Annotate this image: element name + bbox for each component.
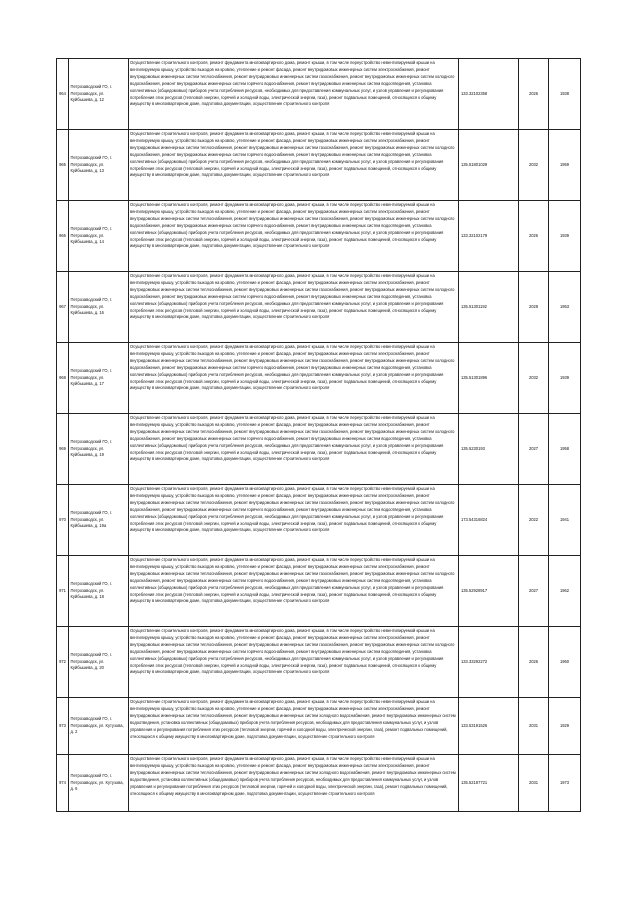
- table-row: [57, 627, 581, 698]
- row-number-cell: 970: [57, 485, 69, 556]
- planned-year-cell: 2031: [519, 755, 549, 812]
- address-cell: Петрозаводский ГО, г. Петрозаводск, ул. Куйбышева, д. 20: [69, 627, 129, 698]
- address-cell: Петрозаводский ГО, г. Петрозаводск, ул. Куйбышева, д. 12: [69, 59, 129, 130]
- address-cell: Петрозаводский ГО, г. Петрозаводск, ул. Куйбышева, д. 19: [69, 414, 129, 485]
- table-row: [57, 343, 581, 414]
- row-number-cell: 966: [57, 201, 69, 272]
- address-cell: Петрозаводский ГО, г. Петрозаводск, ул. Куйбышева, д. 19а: [69, 485, 129, 556]
- row-number-cell: 964: [57, 59, 69, 130]
- table-row: [57, 485, 581, 556]
- capital-repair-table: [56, 58, 581, 812]
- address-cell: Петрозаводский ГО, г. Петрозаводск, ул. Куйбышева, д. 17: [69, 343, 129, 414]
- work-description-cell: Осуществление строительного контроля, ремонт фундамента многоквартирного дома, ремонт крыши, в том числе переустройство невентилируемой крыши на вентилируемую крышу, устройство выходов на кровлю, утепление и ремонт фасада, ремонт внутридомовых инженерных систем электроснабжения, ремонт внутридомовых инженерных систем теплоснабжения, ремонт внутридомовых инженерных систем газоснабжения, ремонт внутридомовых инженерных систем холодного водоснабжения, ремонт внутридомовых инженерных систем горячего водоснабжения, ремонт внутридомовых инженерных систем водоотведения, установка коллективных (общедомовых) приборов учета потребления ресурсов, необходимых для предоставления коммунальных услуг, и узлов управления и регулирования потребления этих ресурсов (тепловой энергии, горячей и холодной воды, электрической энергии, газа), ремонт подвальных помещений, относящихся к общему имуществу в многоквартирном доме, подготовка документации, осуществление строительного контроля: [129, 485, 459, 556]
- row-number-cell: 971: [57, 556, 69, 627]
- planned-year-cell: 2027: [519, 556, 549, 627]
- work-description-cell: Осуществление строительного контроля, ремонт фундамента многоквартирного дома, ремонт крыши, в том числе переустройство невентилируемой крыши на вентилируемую крышу, устройство выходов на кровлю, утепление и ремонт фасада, ремонт внутридомовых инженерных систем электроснабжения, ремонт внутридомовых инженерных систем теплоснабжения, ремонт внутридомовых инженерных систем газоснабжения, ремонт внутридомовых инженерных систем холодного водоснабжения, ремонт внутридомовых инженерных систем горячего водоснабжения, ремонт внутридомовых инженерных систем водоотведения, установка коллективных (общедомовых) приборов учета потребления ресурсов, необходимых для предоставления коммунальных услуг, и узлов управления и регулирования потребления этих ресурсов (тепловой энергии, горячей и холодной воды, электрической энергии, газа), ремонт подвальных помещений, относящихся к общему имуществу в многоквартирном доме, подготовка документации, осуществление строительного контроля: [129, 130, 459, 201]
- area-cell: 135.52928917: [459, 556, 519, 627]
- table-row: [57, 755, 581, 812]
- row-number-cell: 973: [57, 698, 69, 755]
- work-description-cell: Осуществление строительного контроля, ремонт фундамента многоквартирного дома, ремонт крыши, в том числе переустройство невентилируемой крыши на вентилируемую крышу, устройство выходов на кровлю, утепление и ремонт фасада, ремонт внутридомовых инженерных систем электроснабжения, ремонт внутридомовых инженерных систем теплоснабжения, ремонт внутридомовых инженерных систем газоснабжения, ремонт внутридомовых инженерных систем холодного водоснабжения, ремонт внутридомовых инженерных систем горячего водоснабжения, ремонт внутридомовых инженерных систем водоотведения, установка коллективных (общедомовых) приборов учета потребления ресурсов, необходимых для предоставления коммунальных услуг, и узлов управления и регулирования потребления этих ресурсов (тепловой энергии, горячей и холодной воды, электрической энергии, газа), ремонт подвальных помещений, относящихся к общему имуществу в многоквартирном доме, подготовка документации, осуществление строительного контроля: [129, 59, 459, 130]
- area-cell: 135.5230193: [459, 414, 519, 485]
- area-cell: 173.54316824: [459, 485, 519, 556]
- planned-year-cell: 2028: [519, 272, 549, 343]
- row-number-cell: 969: [57, 414, 69, 485]
- built-year-cell: 1962: [549, 556, 581, 627]
- table-row: [57, 272, 581, 343]
- row-number-cell: 972: [57, 627, 69, 698]
- address-cell: Петрозаводский ГО, г. Петрозаводск, ул. Кутузова, д. 6: [69, 755, 129, 812]
- table-row: [57, 414, 581, 485]
- address-cell: Петрозаводский ГО, г. Петрозаводск, ул. Куйбышева, д. 16: [69, 272, 129, 343]
- planned-year-cell: 2032: [519, 343, 549, 414]
- planned-year-cell: 2026: [519, 627, 549, 698]
- built-year-cell: 1973: [549, 755, 581, 812]
- work-description-cell: Осуществление строительного контроля, ремонт фундамента многоквартирного дома, ремонт крыши, в том числе переустройство невентилируемой крыши на вентилируемую крышу, устройство выходов на кровлю, утепление и ремонт фасада, ремонт внутридомовых инженерных систем электроснабжения, ремонт внутридомовых инженерных систем теплоснабжения, ремонт внутридомовых инженерных систем газоснабжения, ремонт внутридомовых инженерных систем холодного водоснабжения, ремонт внутридомовых инженерных систем горячего водоснабжения, ремонт внутридомовых инженерных систем водоотведения, установка коллективных (общедомовых) приборов учета потребления ресурсов, необходимых для предоставления коммунальных услуг, и узлов управления и регулирования потребления этих ресурсов (тепловой энергии, горячей и холодной воды, электрической энергии, газа), ремонт подвальных помещений, относящихся к общему имуществу в многоквартирном доме, подготовка документации, осуществление строительного контроля: [129, 414, 459, 485]
- table-row: [57, 130, 581, 201]
- address-cell: Петрозаводский ГО, г. Петрозаводск, ул. Кутузова, д. 2: [69, 698, 129, 755]
- area-cell: 133.33292272: [459, 627, 519, 698]
- work-description-cell: Осуществление строительного контроля, ремонт фундамента многоквартирного дома, ремонт крыши, в том числе переустройство невентилируемой крыши на вентилируемую крышу, устройство выходов на кровлю, утепление и ремонт фасада, ремонт внутридомовых инженерных систем электроснабжения, ремонт внутридомовых инженерных систем теплоснабжения, ремонт внутридомовых инженерных систем газоснабжения, ремонт внутридомовых инженерных систем холодного водоснабжения, ремонт внутридомовых инженерных систем горячего водоснабжения, ремонт внутридомовых инженерных систем водоотведения, установка коллективных (общедомовых) приборов учета потребления ресурсов, необходимых для предоставления коммунальных услуг, и узлов управления и регулирования потребления этих ресурсов (тепловой энергии, горячей и холодной воды, электрической энергии, газа), ремонт подвальных помещений, относящихся к общему имуществу в многоквартирном доме, подготовка документации, осуществление строительного контроля: [129, 272, 459, 343]
- table-row: [57, 556, 581, 627]
- built-year-cell: 1939: [549, 343, 581, 414]
- area-cell: 135.51801029: [459, 130, 519, 201]
- planned-year-cell: 2031: [519, 698, 549, 755]
- table-row: [57, 201, 581, 272]
- area-cell: 133.32102358: [459, 59, 519, 130]
- table-row: [57, 698, 581, 755]
- table-row: [57, 59, 581, 130]
- built-year-cell: 1929: [549, 698, 581, 755]
- area-cell: 135.52187721: [459, 755, 519, 812]
- area-cell: 133.53191526: [459, 698, 519, 755]
- document-page: [56, 58, 580, 812]
- planned-year-cell: 2026: [519, 201, 549, 272]
- planned-year-cell: 2027: [519, 414, 549, 485]
- work-description-cell: Осуществление строительного контроля, ремонт фундамента многоквартирного дома, ремонт крыши, в том числе переустройство невентилируемой крыши на вентилируемую крышу, устройство выходов на кровлю, утепление и ремонт фасада, ремонт внутридомовых инженерных систем электроснабжения, ремонт внутридомовых инженерных систем теплоснабжения, ремонт внутридомовых инженерных систем газоснабжения, ремонт внутридомовых инженерных систем холодного водоснабжения, ремонт внутридомовых инженерных систем горячего водоснабжения, ремонт внутридомовых инженерных систем водоотведения, установка коллективных (общедомовых) приборов учета потребления ресурсов, необходимых для предоставления коммунальных услуг, и узлов управления и регулирования потребления этих ресурсов (тепловой энергии, горячей и холодной воды, электрической энергии, газа), ремонт подвальных помещений, относящихся к общему имуществу в многоквартирном доме, подготовка документации, осуществление строительного контроля: [129, 556, 459, 627]
- row-number-cell: 974: [57, 755, 69, 812]
- address-cell: Петрозаводский ГО, г. Петрозаводск, ул. Куйбышева, д. 18: [69, 556, 129, 627]
- planned-year-cell: 2022: [519, 485, 549, 556]
- work-description-cell: Осуществление строительного контроля, ремонт фундамента многоквартирного дома, ремонт крыши, в том числе переустройство невентилируемой крыши на вентилируемую крышу, устройство выходов на кровлю, утепление и ремонт фасада, ремонт внутридомовых инженерных систем электроснабжения, ремонт внутридомовых инженерных систем теплоснабжения, ремонт внутридомовых инженерных систем газоснабжения, ремонт внутридомовых инженерных систем холодного водоснабжения, ремонт внутридомовых инженерных систем горячего водоснабжения, ремонт внутридомовых инженерных систем водоотведения, установка коллективных (общедомовых) приборов учета потребления ресурсов, необходимых для предоставления коммунальных услуг, и узлов управления и регулирования потребления этих ресурсов (тепловой энергии, горячей и холодной воды, электрической энергии, газа), ремонт подвальных помещений, относящихся к общему имуществу в многоквартирном доме, подготовка документации, осуществление строительного контроля: [129, 343, 459, 414]
- built-year-cell: 1953: [549, 272, 581, 343]
- built-year-cell: 1959: [549, 130, 581, 201]
- area-cell: 133.32102179: [459, 201, 519, 272]
- work-description-cell: Осуществление строительного контроля, ремонт фундамента многоквартирного дома, ремонт крыши, в том числе переустройство невентилируемой крыши на вентилируемую крышу, устройство выходов на кровлю, утепление и ремонт фасада, ремонт внутридомовых инженерных систем электроснабжения, ремонт внутридомовых инженерных систем теплоснабжения, ремонт внутридомовых инженерных систем газоснабжения, ремонт внутридомовых инженерных систем холодного водоснабжения, ремонт внутридомовых инженерных систем горячего водоснабжения, ремонт внутридомовых инженерных систем водоотведения, установка коллективных (общедомовых) приборов учета потребления ресурсов, необходимых для предоставления коммунальных услуг, и узлов управления и регулирования потребления этих ресурсов (тепловой энергии, горячей и холодной воды, электрической энергии, газа), ремонт подвальных помещений, относящихся к общему имуществу в многоквартирном доме, подготовка документации, осуществление строительного контроля: [129, 627, 459, 698]
- area-cell: 135.51301896: [459, 343, 519, 414]
- built-year-cell: 1939: [549, 201, 581, 272]
- table-body: [57, 59, 581, 812]
- built-year-cell: 1960: [549, 627, 581, 698]
- area-cell: 135.51301192: [459, 272, 519, 343]
- row-number-cell: 965: [57, 130, 69, 201]
- built-year-cell: 1938: [549, 59, 581, 130]
- built-year-cell: 1941: [549, 485, 581, 556]
- address-cell: Петрозаводский ГО, г. Петрозаводск, ул. Куйбышева, д. 14: [69, 201, 129, 272]
- work-description-cell: Осуществление строительного контроля, ремонт фундамента многоквартирного дома, ремонт крыши, в том числе переустройство невентилируемой крыши на вентилируемую крышу, устройство выходов на кровлю, утепление и ремонт фасада, ремонт внутридомовых инженерных систем электроснабжения, ремонт внутридомовых инженерных систем теплоснабжения, ремонт внутридомовых инженерных систем холодного водоснабжения, ремонт внутридомовых инженерных систем водоотведения, установка коллективных (общедомовых) приборов учета потребления ресурсов, необходимых для предоставления коммунальных услуг, и узлов управления и регулирования потребления этих ресурсов (тепловой энергии, горячей и холодной воды, электрической энергии, газа), ремонт подвальных помещений, относящихся к общему имуществу в многоквартирном доме, подготовка документации, осуществление строительного контроля: [129, 698, 459, 755]
- row-number-cell: 967: [57, 272, 69, 343]
- built-year-cell: 1958: [549, 414, 581, 485]
- work-description-cell: Осуществление строительного контроля, ремонт фундамента многоквартирного дома, ремонт крыши, в том числе переустройство невентилируемой крыши на вентилируемую крышу, устройство выходов на кровлю, утепление и ремонт фасада, ремонт внутридомовых инженерных систем электроснабжения, ремонт внутридомовых инженерных систем теплоснабжения, ремонт внутридомовых инженерных систем холодного водоснабжения, ремонт внутридомовых инженерных систем водоотведения, установка коллективных (общедомовых) приборов учета потребления ресурсов, необходимых для предоставления коммунальных услуг, и узлов управления и регулирования потребления этих ресурсов (тепловой энергии, горячей и холодной воды, электрической энергии, газа), ремонт подвальных помещений, относящихся к общему имуществу в многоквартирном доме, подготовка документации, осуществление строительного контроля: [129, 755, 459, 812]
- planned-year-cell: 2026: [519, 59, 549, 130]
- row-number-cell: 968: [57, 343, 69, 414]
- address-cell: Петрозаводский ГО, г. Петрозаводск, ул. Куйбышева, д. 13: [69, 130, 129, 201]
- planned-year-cell: 2032: [519, 130, 549, 201]
- work-description-cell: Осуществление строительного контроля, ремонт фундамента многоквартирного дома, ремонт крыши, в том числе переустройство невентилируемой крыши на вентилируемую крышу, устройство выходов на кровлю, утепление и ремонт фасада, ремонт внутридомовых инженерных систем электроснабжения, ремонт внутридомовых инженерных систем теплоснабжения, ремонт внутридомовых инженерных систем газоснабжения, ремонт внутридомовых инженерных систем холодного водоснабжения, ремонт внутридомовых инженерных систем горячего водоснабжения, ремонт внутридомовых инженерных систем водоотведения, установка коллективных (общедомовых) приборов учета потребления ресурсов, необходимых для предоставления коммунальных услуг, и узлов управления и регулирования потребления этих ресурсов (тепловой энергии, горячей и холодной воды, электрической энергии, газа), ремонт подвальных помещений, относящихся к общему имуществу в многоквартирном доме, подготовка документации, осуществление строительного контроля: [129, 201, 459, 272]
